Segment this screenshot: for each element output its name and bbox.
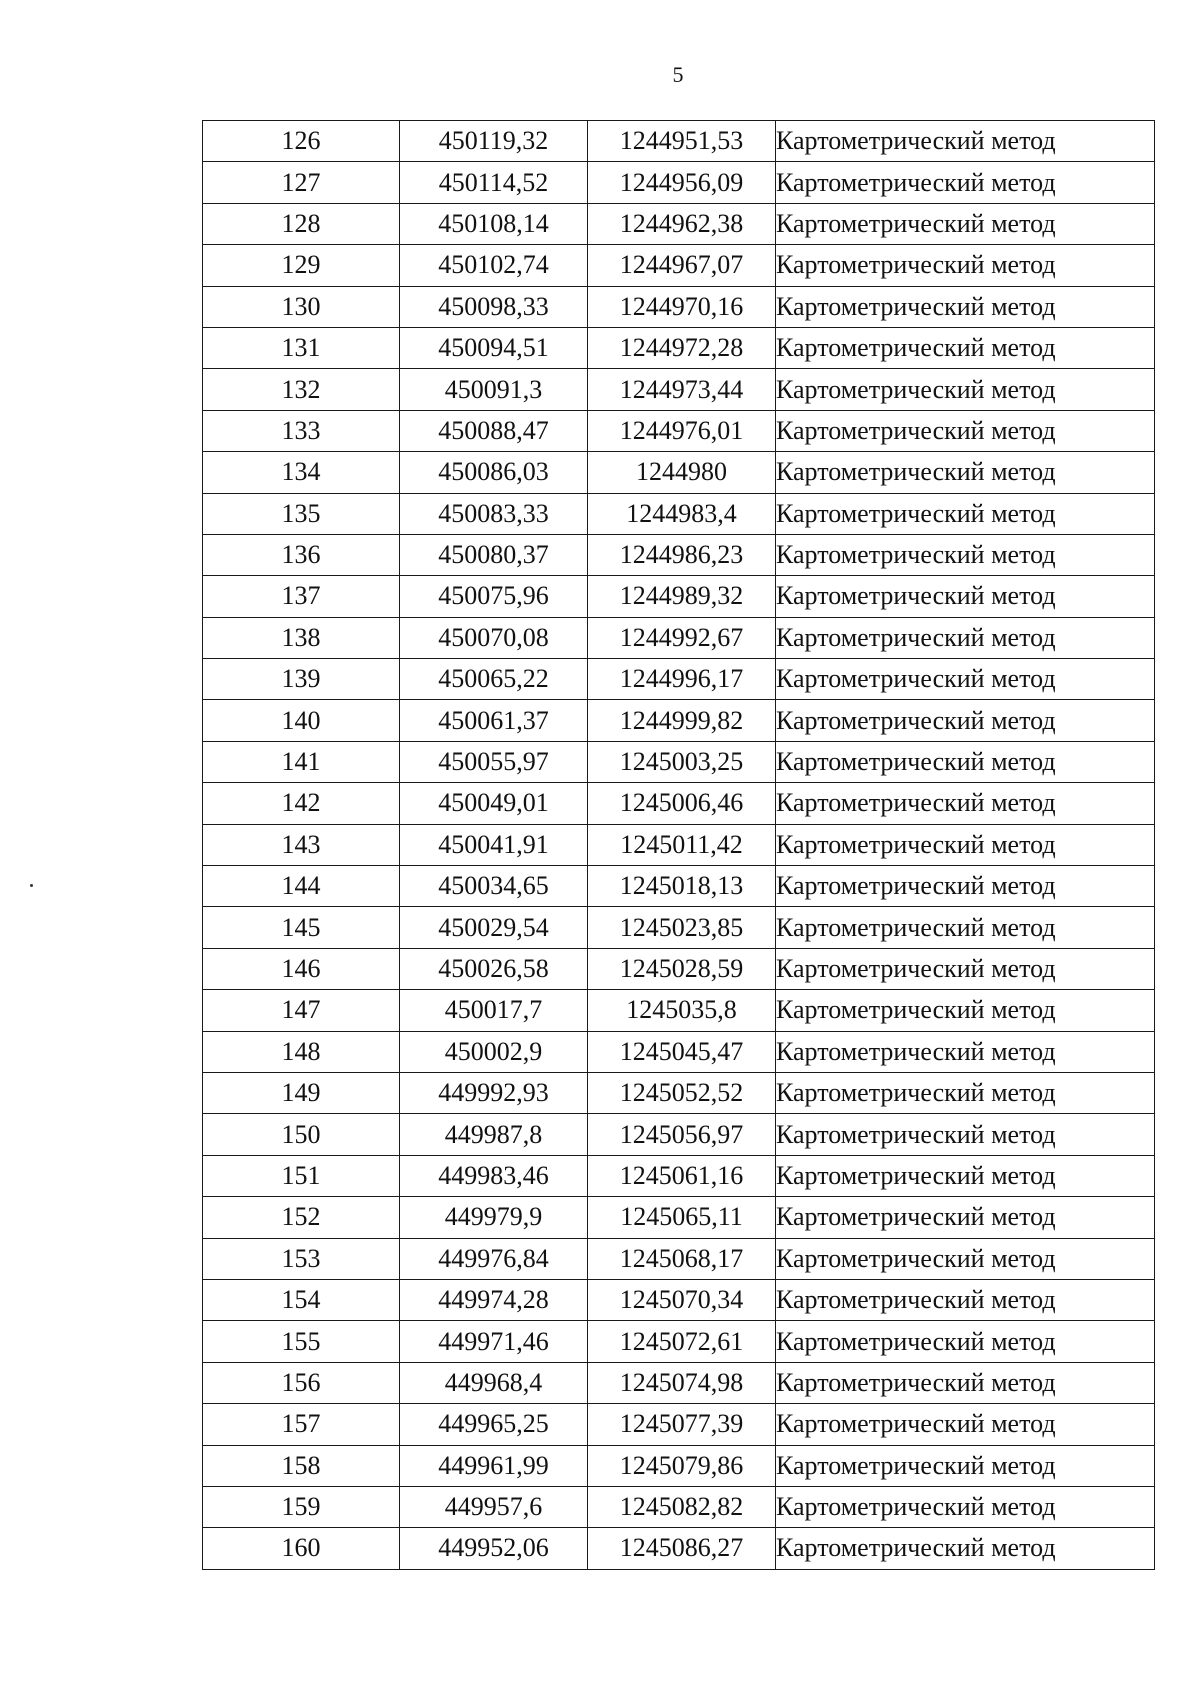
x-coordinate-cell: 449992,93 (400, 1072, 588, 1113)
point-number-cell: 146 (203, 948, 400, 989)
x-coordinate-cell: 450055,97 (400, 741, 588, 782)
point-number-cell: 127 (203, 162, 400, 203)
point-number-cell: 153 (203, 1238, 400, 1279)
point-number-cell: 150 (203, 1114, 400, 1155)
point-number-cell: 128 (203, 203, 400, 244)
point-number-cell: 133 (203, 410, 400, 451)
y-coordinate-cell: 1245035,8 (588, 990, 776, 1031)
table-row (203, 369, 1155, 410)
x-coordinate-cell: 449974,28 (400, 1279, 588, 1320)
y-coordinate-cell: 1245061,16 (588, 1155, 776, 1196)
point-number-cell: 140 (203, 700, 400, 741)
point-number-cell: 141 (203, 741, 400, 782)
method-cell: Картометрический метод (776, 1279, 1155, 1320)
table-row (203, 1031, 1155, 1072)
y-coordinate-cell: 1245072,61 (588, 1321, 776, 1362)
table-row (203, 162, 1155, 203)
method-cell: Картометрический метод (776, 1238, 1155, 1279)
table-row (203, 1404, 1155, 1445)
method-cell: Картометрический метод (776, 866, 1155, 907)
table-row (203, 824, 1155, 865)
table-row (203, 990, 1155, 1031)
x-coordinate-cell: 450049,01 (400, 783, 588, 824)
table-row (203, 948, 1155, 989)
point-number-cell: 138 (203, 617, 400, 658)
x-coordinate-cell: 449957,6 (400, 1486, 588, 1527)
x-coordinate-cell: 450091,3 (400, 369, 588, 410)
point-number-cell: 156 (203, 1362, 400, 1403)
x-coordinate-cell: 450075,96 (400, 576, 588, 617)
point-number-cell: 158 (203, 1445, 400, 1486)
table-row (203, 1321, 1155, 1362)
y-coordinate-cell: 1245086,27 (588, 1528, 776, 1569)
scan-speck (30, 884, 33, 887)
method-cell: Картометрический метод (776, 700, 1155, 741)
x-coordinate-cell: 450017,7 (400, 990, 588, 1031)
y-coordinate-cell: 1245045,47 (588, 1031, 776, 1072)
method-cell: Картометрический метод (776, 1197, 1155, 1238)
table-row (203, 576, 1155, 617)
table-row (203, 617, 1155, 658)
method-cell: Картометрический метод (776, 369, 1155, 410)
point-number-cell: 142 (203, 783, 400, 824)
y-coordinate-cell: 1244970,16 (588, 286, 776, 327)
point-number-cell: 143 (203, 824, 400, 865)
method-cell: Картометрический метод (776, 824, 1155, 865)
table-row (203, 121, 1155, 162)
y-coordinate-cell: 1244951,53 (588, 121, 776, 162)
table-row (203, 452, 1155, 493)
x-coordinate-cell: 450026,58 (400, 948, 588, 989)
x-coordinate-cell: 450086,03 (400, 452, 588, 493)
table-row (203, 245, 1155, 286)
y-coordinate-cell: 1245018,13 (588, 866, 776, 907)
x-coordinate-cell: 450098,33 (400, 286, 588, 327)
table-row (203, 1155, 1155, 1196)
method-cell: Картометрический метод (776, 741, 1155, 782)
method-cell: Картометрический метод (776, 990, 1155, 1031)
table-row (203, 866, 1155, 907)
point-number-cell: 126 (203, 121, 400, 162)
x-coordinate-cell: 450061,37 (400, 700, 588, 741)
method-cell: Картометрический метод (776, 410, 1155, 451)
y-coordinate-cell: 1244962,38 (588, 203, 776, 244)
page-number: 5 (672, 62, 684, 87)
method-cell: Картометрический метод (776, 327, 1155, 368)
y-coordinate-cell: 1245003,25 (588, 741, 776, 782)
method-cell: Картометрический метод (776, 245, 1155, 286)
x-coordinate-cell: 450065,22 (400, 659, 588, 700)
method-cell: Картометрический метод (776, 1486, 1155, 1527)
table-row (203, 327, 1155, 368)
y-coordinate-cell: 1245065,11 (588, 1197, 776, 1238)
y-coordinate-cell: 1244989,32 (588, 576, 776, 617)
point-number-cell: 129 (203, 245, 400, 286)
table-row (203, 1445, 1155, 1486)
method-cell: Картометрический метод (776, 203, 1155, 244)
method-cell: Картометрический метод (776, 907, 1155, 948)
x-coordinate-cell: 450029,54 (400, 907, 588, 948)
method-cell: Картометрический метод (776, 162, 1155, 203)
x-coordinate-cell: 450034,65 (400, 866, 588, 907)
point-number-cell: 132 (203, 369, 400, 410)
method-cell: Картометрический метод (776, 1321, 1155, 1362)
method-cell: Картометрический метод (776, 783, 1155, 824)
method-cell: Картометрический метод (776, 121, 1155, 162)
method-cell: Картометрический метод (776, 1114, 1155, 1155)
method-cell: Картометрический метод (776, 659, 1155, 700)
y-coordinate-cell: 1245079,86 (588, 1445, 776, 1486)
method-cell: Картометрический метод (776, 1155, 1155, 1196)
y-coordinate-cell: 1244980 (588, 452, 776, 493)
x-coordinate-cell: 450088,47 (400, 410, 588, 451)
x-coordinate-cell: 449961,99 (400, 1445, 588, 1486)
method-cell: Картометрический метод (776, 1404, 1155, 1445)
table-row (203, 534, 1155, 575)
y-coordinate-cell: 1245011,42 (588, 824, 776, 865)
x-coordinate-cell: 449952,06 (400, 1528, 588, 1569)
point-number-cell: 139 (203, 659, 400, 700)
table-row (203, 659, 1155, 700)
x-coordinate-cell: 449979,9 (400, 1197, 588, 1238)
method-cell: Картометрический метод (776, 576, 1155, 617)
x-coordinate-cell: 449971,46 (400, 1321, 588, 1362)
y-coordinate-cell: 1244983,4 (588, 493, 776, 534)
y-coordinate-cell: 1245082,82 (588, 1486, 776, 1527)
table-row (203, 1279, 1155, 1320)
point-number-cell: 135 (203, 493, 400, 534)
point-number-cell: 148 (203, 1031, 400, 1072)
x-coordinate-cell: 450119,32 (400, 121, 588, 162)
y-coordinate-cell: 1244967,07 (588, 245, 776, 286)
table-row (203, 1114, 1155, 1155)
point-number-cell: 134 (203, 452, 400, 493)
x-coordinate-cell: 450094,51 (400, 327, 588, 368)
x-coordinate-cell: 450002,9 (400, 1031, 588, 1072)
x-coordinate-cell: 449968,4 (400, 1362, 588, 1403)
point-number-cell: 144 (203, 866, 400, 907)
x-coordinate-cell: 450108,14 (400, 203, 588, 244)
table-row (203, 1362, 1155, 1403)
y-coordinate-cell: 1244986,23 (588, 534, 776, 575)
method-cell: Картометрический метод (776, 1072, 1155, 1113)
method-cell: Картометрический метод (776, 1445, 1155, 1486)
table-row (203, 1238, 1155, 1279)
point-number-cell: 151 (203, 1155, 400, 1196)
y-coordinate-cell: 1245074,98 (588, 1362, 776, 1403)
x-coordinate-cell: 449983,46 (400, 1155, 588, 1196)
method-cell: Картометрический метод (776, 1362, 1155, 1403)
point-number-cell: 137 (203, 576, 400, 617)
y-coordinate-cell: 1244972,28 (588, 327, 776, 368)
table-row (203, 1072, 1155, 1113)
y-coordinate-cell: 1244996,17 (588, 659, 776, 700)
table-row (203, 741, 1155, 782)
table-row (203, 783, 1155, 824)
y-coordinate-cell: 1245068,17 (588, 1238, 776, 1279)
point-number-cell: 136 (203, 534, 400, 575)
coordinates-table (202, 120, 1155, 1570)
point-number-cell: 152 (203, 1197, 400, 1238)
point-number-cell: 154 (203, 1279, 400, 1320)
table-row (203, 410, 1155, 451)
method-cell: Картометрический метод (776, 452, 1155, 493)
y-coordinate-cell: 1244976,01 (588, 410, 776, 451)
x-coordinate-cell: 450102,74 (400, 245, 588, 286)
method-cell: Картометрический метод (776, 1528, 1155, 1569)
y-coordinate-cell: 1244999,82 (588, 700, 776, 741)
point-number-cell: 149 (203, 1072, 400, 1113)
y-coordinate-cell: 1245023,85 (588, 907, 776, 948)
x-coordinate-cell: 450041,91 (400, 824, 588, 865)
coordinates-table-body (203, 121, 1155, 1570)
point-number-cell: 147 (203, 990, 400, 1031)
y-coordinate-cell: 1245077,39 (588, 1404, 776, 1445)
table-row (203, 907, 1155, 948)
x-coordinate-cell: 449987,8 (400, 1114, 588, 1155)
table-row (203, 203, 1155, 244)
y-coordinate-cell: 1244973,44 (588, 369, 776, 410)
y-coordinate-cell: 1244956,09 (588, 162, 776, 203)
x-coordinate-cell: 449965,25 (400, 1404, 588, 1445)
table-row (203, 1528, 1155, 1569)
table-row (203, 493, 1155, 534)
x-coordinate-cell: 450114,52 (400, 162, 588, 203)
method-cell: Картометрический метод (776, 1031, 1155, 1072)
table-row (203, 700, 1155, 741)
point-number-cell: 160 (203, 1528, 400, 1569)
method-cell: Картометрический метод (776, 493, 1155, 534)
point-number-cell: 131 (203, 327, 400, 368)
table-row (203, 1486, 1155, 1527)
method-cell: Картометрический метод (776, 617, 1155, 658)
table-row (203, 1197, 1155, 1238)
method-cell: Картометрический метод (776, 286, 1155, 327)
x-coordinate-cell: 450080,37 (400, 534, 588, 575)
y-coordinate-cell: 1245052,52 (588, 1072, 776, 1113)
point-number-cell: 157 (203, 1404, 400, 1445)
y-coordinate-cell: 1245056,97 (588, 1114, 776, 1155)
table-row (203, 286, 1155, 327)
y-coordinate-cell: 1244992,67 (588, 617, 776, 658)
x-coordinate-cell: 449976,84 (400, 1238, 588, 1279)
point-number-cell: 155 (203, 1321, 400, 1362)
y-coordinate-cell: 1245070,34 (588, 1279, 776, 1320)
x-coordinate-cell: 450083,33 (400, 493, 588, 534)
x-coordinate-cell: 450070,08 (400, 617, 588, 658)
y-coordinate-cell: 1245006,46 (588, 783, 776, 824)
point-number-cell: 159 (203, 1486, 400, 1527)
method-cell: Картометрический метод (776, 534, 1155, 575)
method-cell: Картометрический метод (776, 948, 1155, 989)
y-coordinate-cell: 1245028,59 (588, 948, 776, 989)
point-number-cell: 145 (203, 907, 400, 948)
point-number-cell: 130 (203, 286, 400, 327)
